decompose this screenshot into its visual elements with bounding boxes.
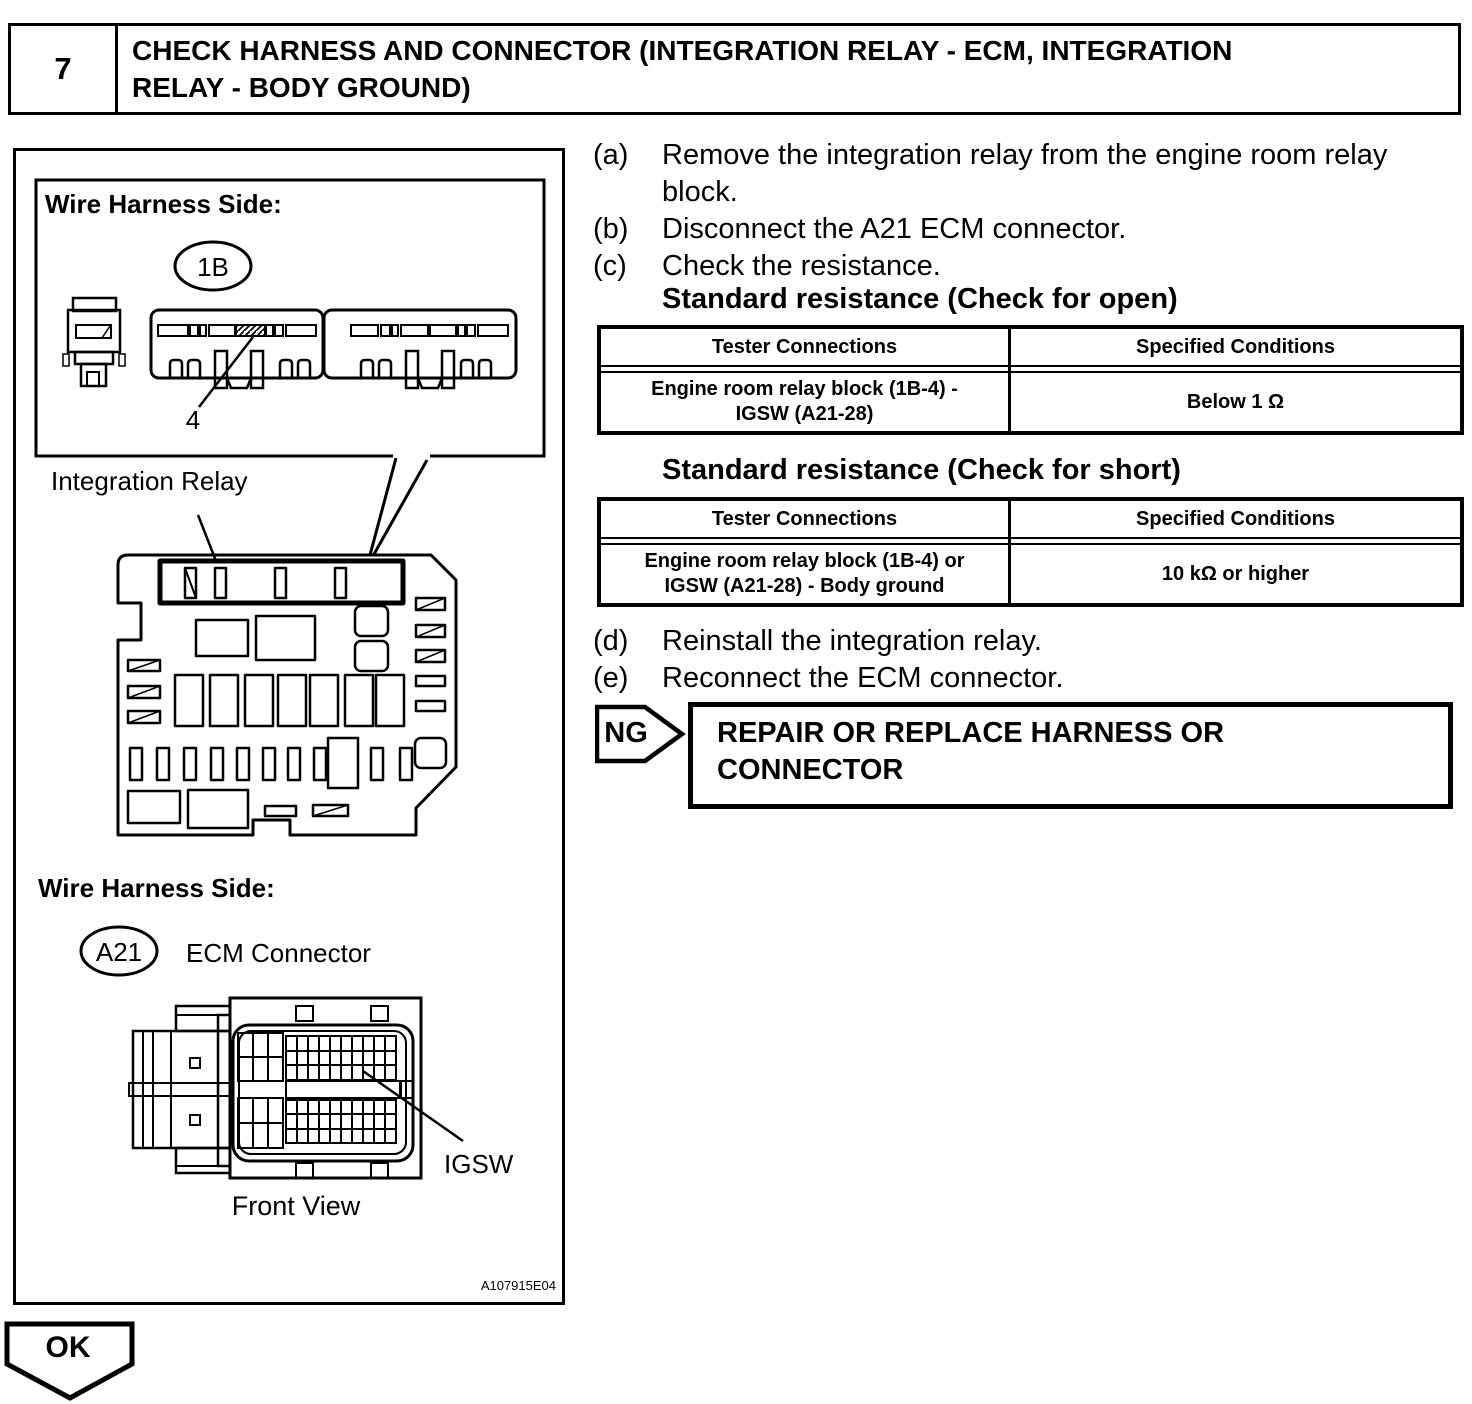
ok-label: OK xyxy=(45,1331,91,1364)
wiring-diagram xyxy=(16,151,562,1302)
pin-4-hatched-cell xyxy=(236,325,265,336)
step-c-text: Check the resistance. xyxy=(662,250,941,282)
step-a-marker: (a) xyxy=(593,139,629,171)
figure-code: A107915E04 xyxy=(480,1278,556,1293)
front-view-label: Front View xyxy=(231,1191,361,1221)
ng-action-line1: REPAIR OR REPLACE HARNESS OR xyxy=(717,717,1225,749)
step-d-text: Reinstall the integration relay. xyxy=(662,625,1042,657)
step-b-marker: (b) xyxy=(593,213,629,245)
tester-connections-value: Engine room relay block (1B-4) - IGSW (A21-28) xyxy=(651,378,958,425)
pin-4-callout-line xyxy=(199,337,253,407)
resistance-table-short xyxy=(597,497,1464,607)
integration-relay-diagram xyxy=(118,555,456,835)
resistance-table-open xyxy=(597,325,1464,435)
pin-4-label: 4 xyxy=(185,405,201,435)
step-e-text: Reconnect the ECM connector. xyxy=(662,662,1064,694)
step-a-text: Remove the integration relay from the engine room relay block. xyxy=(662,139,1388,208)
small-connector-diagram xyxy=(63,298,125,386)
standard-resistance-open-heading: Standard resistance (Check for open) xyxy=(662,283,1178,315)
ng-action-box xyxy=(688,702,1453,809)
step-header xyxy=(8,23,1461,115)
wire-harness-side-label-bottom: Wire Harness Side: xyxy=(38,873,275,903)
connector-code-a21: A21 xyxy=(95,937,143,967)
step-b-text: Disconnect the A21 ECM connector. xyxy=(662,213,1127,245)
specified-conditions-value: 10 kΩ or higher xyxy=(1161,562,1310,585)
step-c-marker: (c) xyxy=(593,250,627,282)
tester-connections-value: Engine room relay block (1B-4) or IGSW (A21-28) - Body ground xyxy=(644,550,965,597)
tester-connections-header: Tester Connections xyxy=(601,501,1011,537)
integration-relay-label: Integration Relay xyxy=(51,466,248,496)
step-title-wrap xyxy=(118,26,1458,112)
table-row xyxy=(601,545,1460,603)
ecm-connector-diagram xyxy=(129,998,463,1178)
igsw-pin-label: IGSW xyxy=(444,1149,514,1179)
wire-harness-top-panel xyxy=(36,180,544,556)
relay-block-connector-2-diagram xyxy=(324,310,516,388)
step-e-marker: (e) xyxy=(593,662,629,694)
figure-panel xyxy=(13,148,565,1305)
step-number: 7 xyxy=(11,26,118,112)
ng-label: NG xyxy=(604,717,648,749)
specified-conditions-value: Below 1 Ω xyxy=(1186,390,1285,413)
connector-code-1b: 1B xyxy=(197,252,229,282)
ecm-connector-label: ECM Connector xyxy=(186,938,371,968)
step-title: CHECK HARNESS AND CONNECTOR (INTEGRATION RELAY - ECM, INTEGRATION RELAY - BODY GROUND) xyxy=(132,35,1233,103)
step-d-marker: (d) xyxy=(593,625,629,657)
ng-action-line2: CONNECTOR xyxy=(717,754,904,786)
standard-resistance-short-heading: Standard resistance (Check for short) xyxy=(662,454,1181,486)
table-row xyxy=(601,373,1460,431)
specified-conditions-header: Specified Conditions xyxy=(1136,335,1335,358)
wire-harness-side-label-top: Wire Harness Side: xyxy=(45,189,282,219)
tester-connections-header: Tester Connections xyxy=(601,329,1011,365)
relay-block-connector-diagram xyxy=(151,310,323,407)
specified-conditions-header: Specified Conditions xyxy=(1136,507,1335,530)
